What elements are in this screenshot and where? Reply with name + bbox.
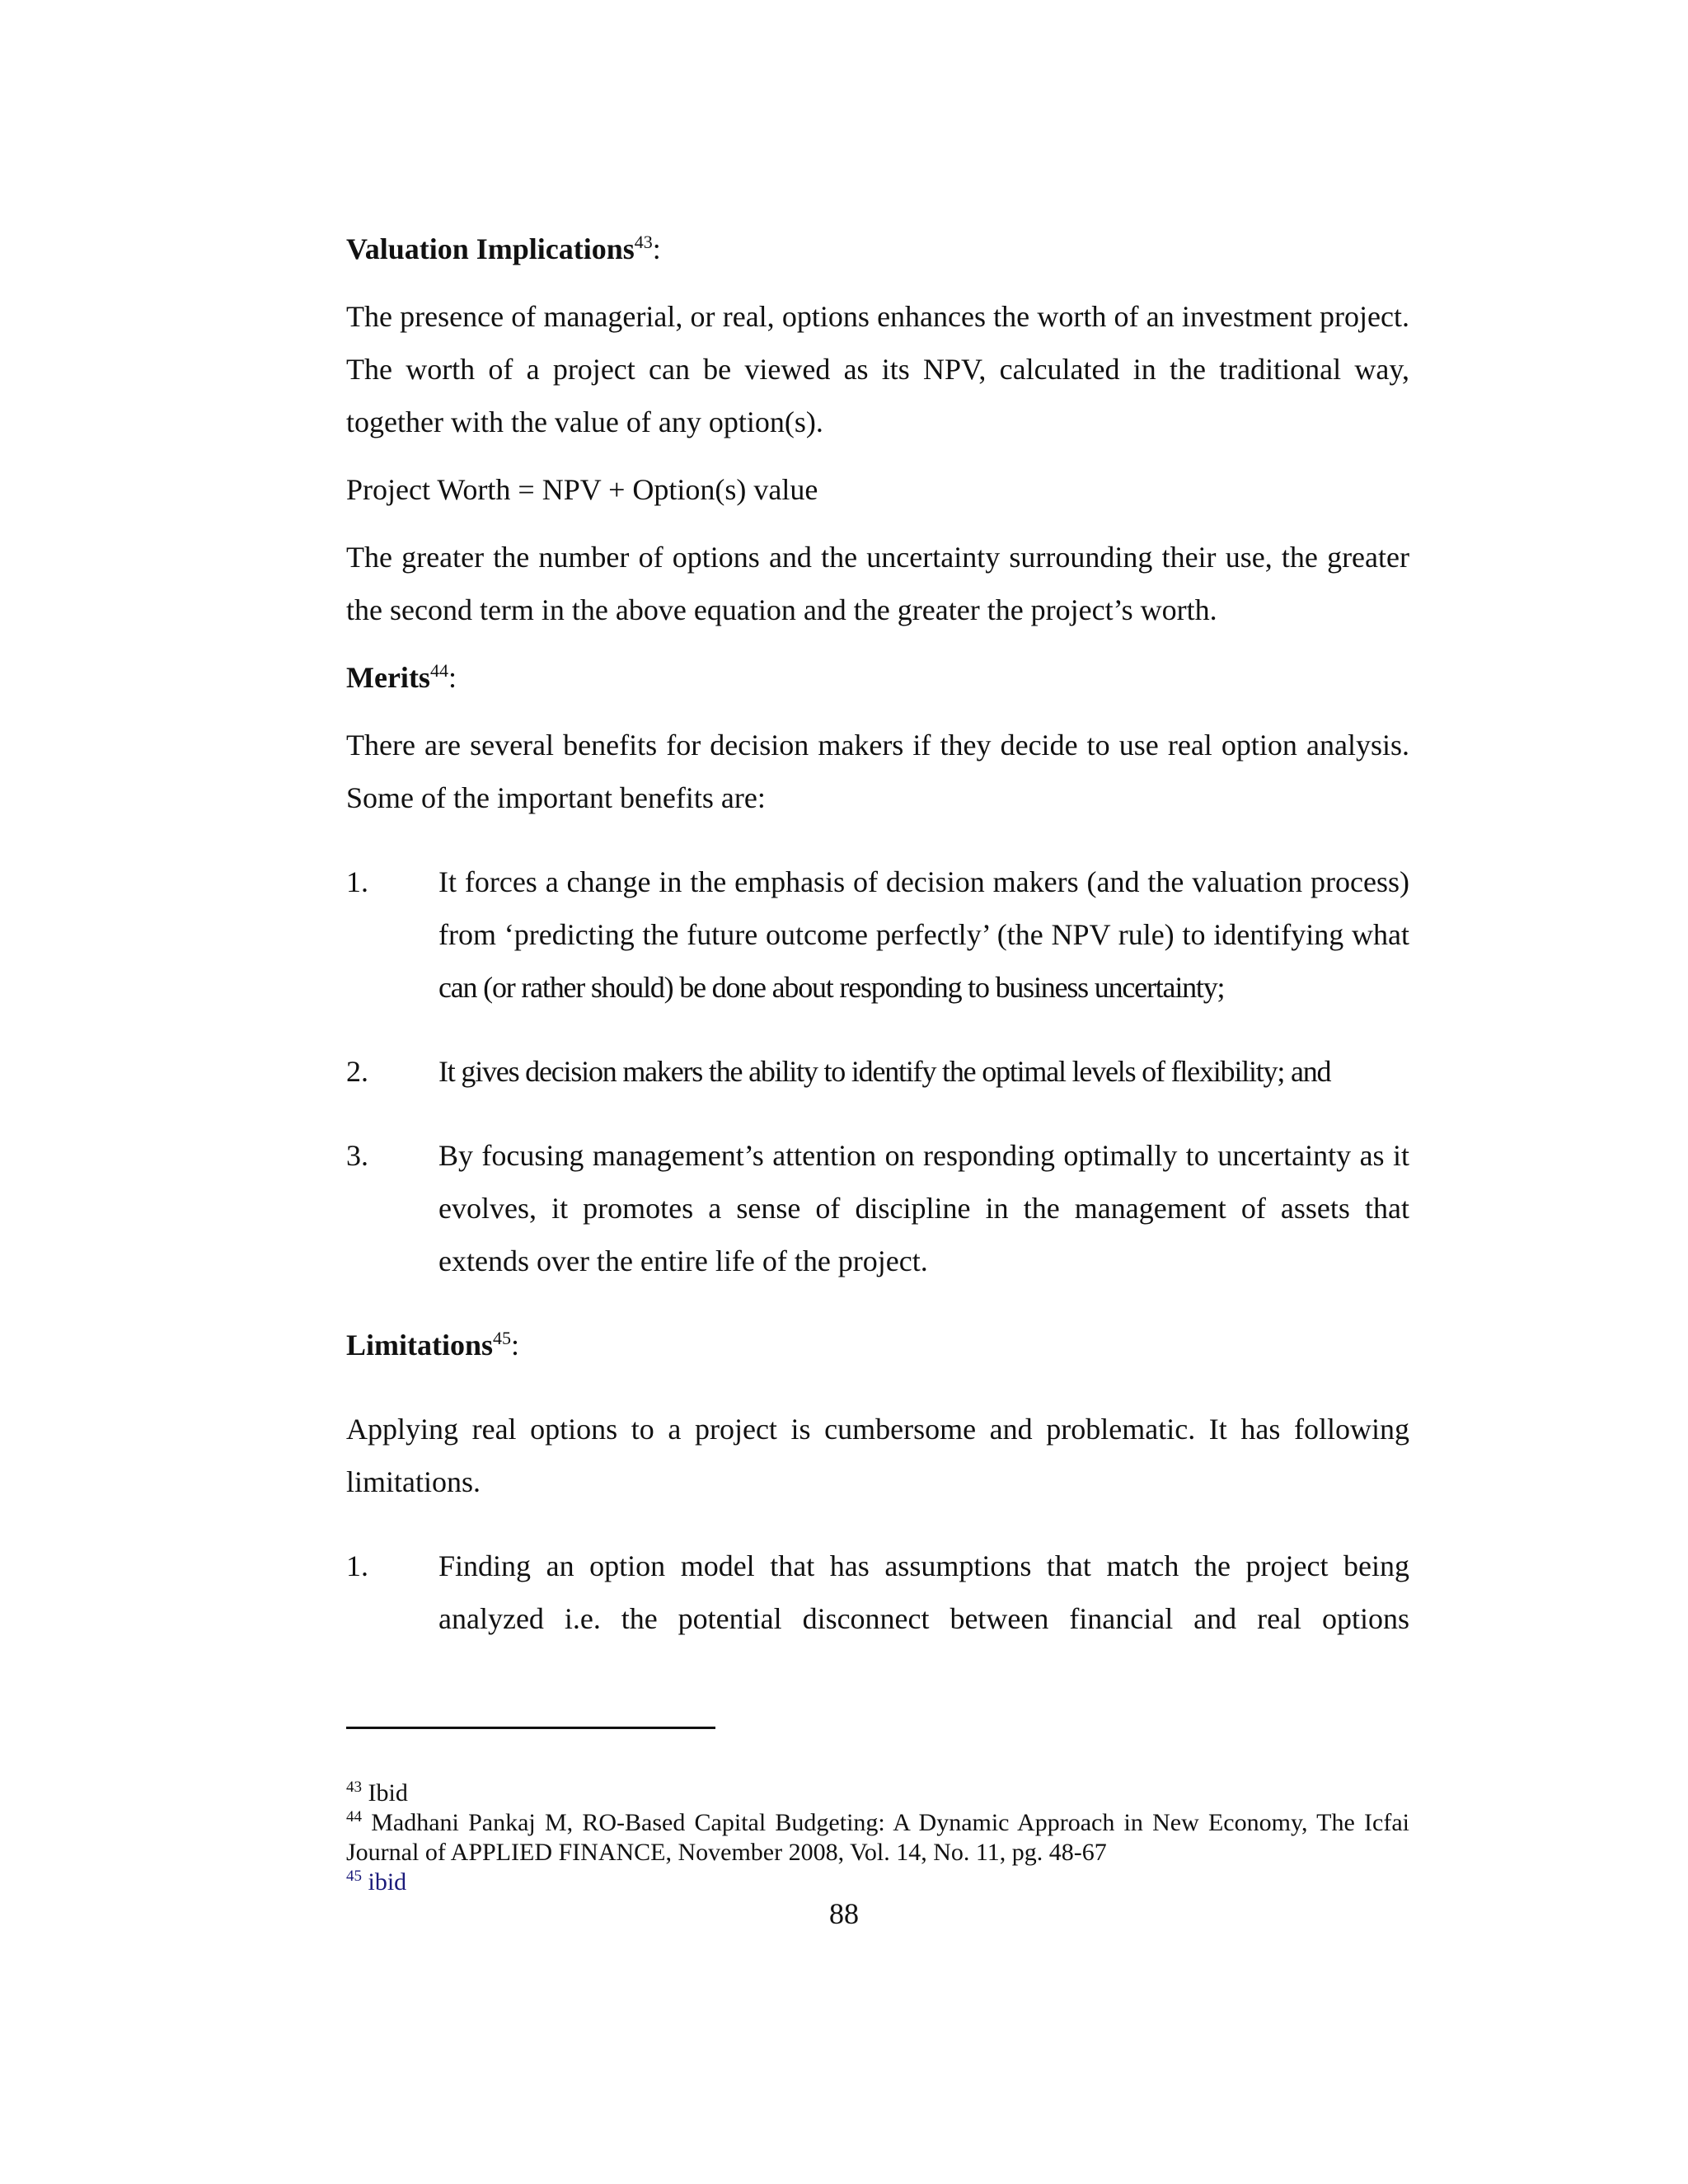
list-number: 2. — [346, 1055, 368, 1088]
paragraph-limitations-intro: Applying real options to a project is cumbersome and problematic. It has following limitations. — [346, 1413, 1409, 1498]
list-text: Finding an option model that has assumptions that match the project being analyzed i.e. the potential disconnect between financial and real options — [438, 1549, 1409, 1635]
paragraph-options-worth: The presence of managerial, or real, options enhances the worth of an investment project. The worth of a project can be viewed as its NPV, calculated in the traditional way, together with the value of any option(s). — [346, 300, 1409, 438]
footnote-43 — [346, 1779, 1409, 1808]
list-item — [346, 1540, 1409, 1645]
footnotes — [346, 1779, 1409, 1897]
list-text — [438, 855, 1409, 1014]
heading-limitations — [346, 1319, 1409, 1371]
heading-colon: : — [652, 232, 661, 265]
list-text: It gives decision makers the ability to identify the optimal levels of flexibility; and — [438, 1055, 1331, 1088]
page-number: 88 — [829, 1897, 859, 1930]
heading-text: Limitations — [346, 1329, 494, 1361]
footnote-separator — [346, 1727, 715, 1729]
footnote-ref-44: 44 — [429, 660, 448, 681]
list-item — [346, 1045, 1409, 1098]
list-item — [346, 1129, 1409, 1287]
heading-colon: : — [511, 1329, 520, 1361]
list-text-part: can (or rather should) be done about responding to business uncertainty; — [438, 971, 1225, 1004]
list-item — [346, 855, 1409, 1014]
heading-text: Merits — [346, 661, 430, 694]
footnote-text: Ibid — [368, 1779, 408, 1807]
footnote-number: 44 — [346, 1808, 362, 1825]
footnote-text: Madhani Pankaj M, RO-Based Capital Budgeting: A Dynamic Approach in New Economy, The Icfai Journal of APPLIED FINANCE, November 2008, Vol. 14, No. 11, pg. 48-67 — [346, 1809, 1409, 1866]
footnote-ref-43: 43 — [634, 232, 653, 252]
footnote-ref-45: 45 — [493, 1328, 512, 1348]
footnote-number: 43 — [346, 1779, 362, 1796]
footnote-number: 45 — [346, 1868, 362, 1885]
paragraph-greater-options: The greater the number of options and the uncertainty surrounding their use, the greater the second term in the above equation and the greater the project’s worth. — [346, 541, 1409, 626]
footnote-44 — [346, 1808, 1409, 1868]
formula-project-worth: Project Worth = NPV + Option(s) value — [346, 473, 818, 506]
heading-text: Valuation Implications — [346, 232, 635, 265]
heading-merits — [346, 651, 1409, 704]
footnote-45[interactable] — [346, 1868, 1409, 1897]
page-body — [346, 223, 1409, 1676]
paragraph-merits-intro: There are several benefits for decision makers if they decide to use real option analysis. Some of the important benefits are: — [346, 729, 1409, 814]
list-number: 3. — [346, 1139, 368, 1172]
list-text: By focusing management’s attention on responding optimally to uncertainty as it evolves, it promotes a sense of discipline in the management of assets that extends over the entire life of the project. — [438, 1139, 1409, 1277]
footnote-text[interactable]: ibid — [368, 1868, 407, 1896]
list-text-part: It forces a change in the emphasis of decision makers (and the valuation process) from ‘predicting the future outcome perfectly’ (the NPV rule) to identifying what — [438, 865, 1409, 951]
list-number: 1. — [346, 1549, 368, 1582]
heading-valuation-implications — [346, 223, 1409, 275]
list-number: 1. — [346, 865, 368, 898]
heading-colon: : — [448, 661, 457, 694]
